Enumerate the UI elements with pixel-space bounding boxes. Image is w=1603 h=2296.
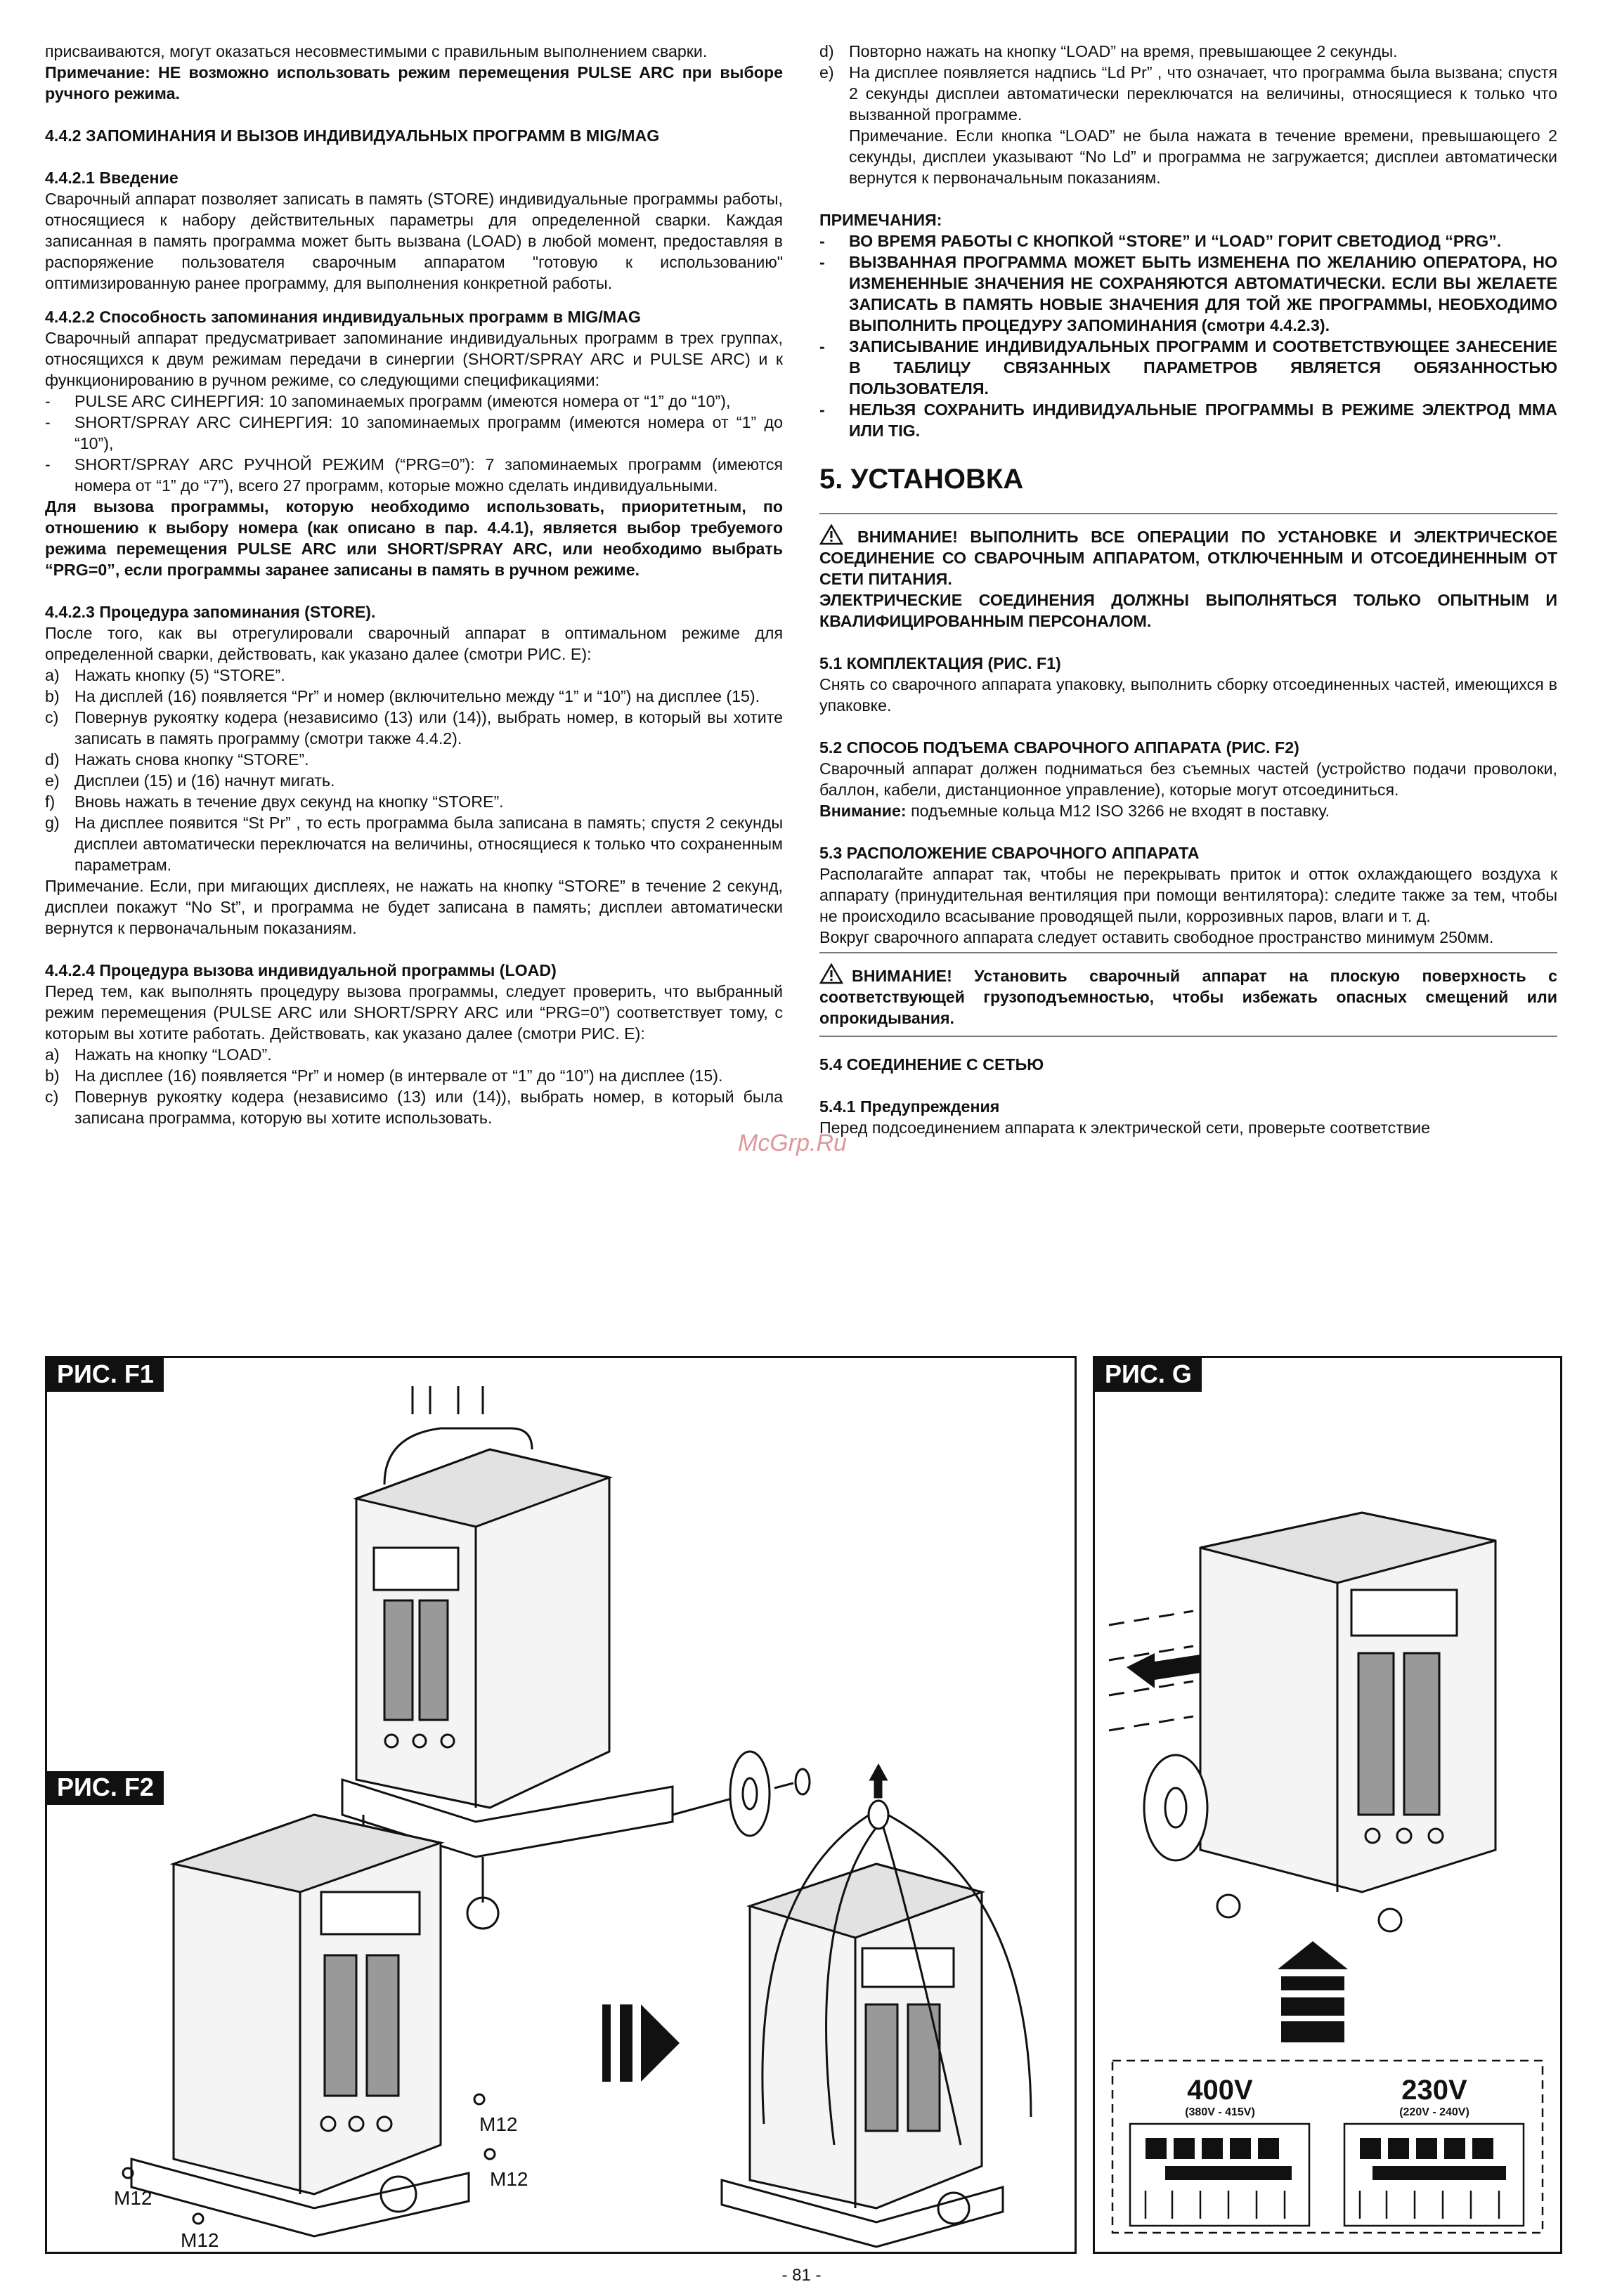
- heading-4-4-2-1: 4.4.2.1 Введение: [45, 169, 179, 187]
- list-item-text: Повторно нажать на кнопку “LOAD” на время, превышающее 2 секунды.: [849, 42, 1398, 60]
- list-marker: a): [45, 666, 60, 684]
- heading-5-1: 5.1 КОМПЛЕКТАЦИЯ (РИС. F1): [819, 654, 1061, 672]
- notes-heading: ПРИМЕЧАНИЯ:: [819, 211, 942, 229]
- list-item: [45, 707, 783, 749]
- list-item-text: На дисплее появляется надпись “Ld Pr” , что означает, что программа была вызвана; спустя 2 секунды дисплеи автоматически переключатся на величины, относящиеся к только что вызванной программе.: [849, 63, 1557, 124]
- heading-4-4-2-4: 4.4.2.4 Процедура вызова индивидуальной программы (LOAD): [45, 961, 557, 979]
- list-item-text: Повернув рукоятку кодера (независимо (13) или (14)), выбрать номер, в который вы хотите записать в память программу (смотри также 4.4.2).: [74, 708, 783, 748]
- list-item: [819, 336, 1557, 399]
- direction-arrow-icon: [602, 2004, 680, 2082]
- voltage-230v-range: (220V - 240V): [1399, 2106, 1469, 2118]
- paragraph-4-4-2-2-bold: Для вызова программы, которую необходимо использовать, приоритетным, по отношению к выбору номера (как описано в пар. 4.4.1), является выбор требуемого режима перемещения PULSE ARC или SHORT/SPRAY ARC, или необходимо выбрать “PRG=0”, если программы заранее записаны в память в ручном режиме.: [45, 497, 783, 579]
- list-4-4-2-4: [45, 1044, 783, 1128]
- list-marker: -: [45, 413, 51, 431]
- up-arrow-icon: [1278, 1941, 1348, 2042]
- figure-label-g: РИС. G: [1095, 1358, 1202, 1392]
- list-item: [45, 1044, 783, 1065]
- paragraph-continuation: присваиваются, могут оказаться несовместимыми с правильным выполнением сварки.: [45, 42, 708, 60]
- list-marker: -: [819, 337, 825, 356]
- list-item-text: SHORT/SPRAY ARC РУЧНОЙ РЕЖИМ (“PRG=0”): 7 запоминаемых программ (имеются номера от “1” до “7”), всего 27 программ, которые можно сделать индивидуальными.: [74, 455, 783, 495]
- figure-panel-g: [1093, 1356, 1562, 2254]
- list-item-text: Повернув рукоятку кодера (независимо (13) или (14)), выбрать номер, в который была записана программа, которую вы хотите использовать.: [74, 1088, 783, 1127]
- list-item: [45, 770, 783, 791]
- list-item: [819, 230, 1557, 252]
- list-marker: -: [819, 232, 825, 250]
- figure-label-f1: РИС. F1: [47, 1358, 164, 1392]
- list-marker: -: [45, 455, 51, 474]
- list-item: [45, 791, 783, 812]
- heading-5-2: 5.2 СПОСОБ ПОДЪЕМА СВАРОЧНОГО АППАРАТА (РИС. F2): [819, 738, 1299, 757]
- list-item-text: SHORT/SPRAY ARC СИНЕРГИЯ: 10 запоминаемых программ (имеются номера от “1” до “10”),: [74, 413, 783, 452]
- heading-4-4-2-3: 4.4.2.3 Процедура запоминания (STORE).: [45, 603, 376, 621]
- list-item-text: Нажать кнопку (5) “STORE”.: [74, 666, 285, 684]
- paragraph-5-3-clearance: Вокруг сварочного аппарата следует оставить свободное пространство минимум 250мм.: [819, 928, 1494, 946]
- list-marker: -: [819, 400, 825, 419]
- paragraph-5-3: Располагайте аппарат так, чтобы не перекрывать приток и отток охлаждающего воздуха к аппарату (принудительная вентиляция при помощи вентилятора): следите также за тем, чтобы не происходило всасывание проводящей пыли, коррозивных паров, влаги и т. д.: [819, 865, 1557, 925]
- m12-label: M12: [490, 2168, 528, 2190]
- notes-list: [819, 230, 1557, 441]
- list-item-text: PULSE ARC СИНЕРГИЯ: 10 запоминаемых программ (имеются номера от “1” до “10”),: [74, 392, 731, 410]
- list-marker: d): [819, 42, 834, 60]
- list-marker: -: [45, 392, 51, 410]
- heading-5-4-1: 5.4.1 Предупреждения: [819, 1097, 1000, 1116]
- list-item: [45, 665, 783, 686]
- figure-g-illustration: [1095, 1358, 1560, 2252]
- voltage-400v-range: (380V - 415V): [1185, 2106, 1255, 2118]
- list-item: [45, 454, 783, 496]
- warning-triangle-icon: [819, 524, 843, 545]
- list-item-text: ЗАПИСЫВАНИЕ ИНДИВИДУАЛЬНЫХ ПРОГРАММ И СООТВЕТСТВУЮЩЕЕ ЗАНЕСЕНИЕ В ТАБЛИЦУ СВЯЗАННЫХ ПАРАМЕТРОВ ЯВЛЯЕТСЯ ОБЯЗАННОСТЬЮ ПОЛЬЗОВАТЕЛЯ.: [849, 337, 1557, 398]
- list-marker: -: [819, 253, 825, 271]
- heading-4-4-2-2: 4.4.2.2 Способность запоминания индивидуальных программ в MIG/MAG: [45, 308, 641, 326]
- divider: [819, 513, 1557, 514]
- list-item: [45, 749, 783, 770]
- list-item: [819, 41, 1557, 62]
- paragraph-4-4-2-4: Перед тем, как выполнять процедуру вызова программы, следует проверить, что выбранный режим перемещения (PULSE ARC или SHORT/SPRY ARC или “PRG=0”) соответствует тому, с которым вы хотите работать. Действовать, как указано далее (смотри РИС. E):: [45, 982, 783, 1043]
- paragraph-5-2-attention: Внимание: подъемные кольца M12 ISO 3266 не входят в поставку.: [819, 802, 1330, 820]
- list-item-text: ВЫЗВАННАЯ ПРОГРАММА МОЖЕТ БЫТЬ ИЗМЕНЕНА ПО ЖЕЛАНИЮ ОПЕРАТОРА, НО ИЗМЕНЕННЫЕ ЗНАЧЕНИЯ НЕ СОХРАНЯЮТСЯ АВТОМАТИЧЕСКИ. ЕСЛИ ВЫ ЖЕЛАЕТЕ ЗАПИСАТЬ В ПАМЯТЬ НОВЫЕ ЗНАЧЕНИЯ ДЛЯ ТОЙ ЖЕ ПРОГРАММЫ, НЕОБХОДИМО ВЫПОЛНИТЬ ПРОЦЕДУРУ ЗАПОМИНАНИЯ (смотри 4.4.2.3).: [849, 253, 1557, 334]
- right-column: [819, 41, 1557, 1138]
- list-item: [45, 812, 783, 875]
- welder-lifted-drawing-right: [722, 1766, 1031, 2247]
- figure-label-f2: РИС. F2: [47, 1771, 164, 1805]
- note-4-4-2-3: Примечание. Если, при мигающих дисплеях, не нажать на кнопку “STORE” в течение 2 секунд, дисплеи покажут “No St”, и программа не будет записана в память; дисплеи автоматически вернутся к первоначальным показаниям.: [45, 877, 783, 937]
- paragraph-4-4-2-1: Сварочный аппарат позволяет записать в память (STORE) индивидуальные программы работы, относящиеся к набору действительных параметры для определенной сварки. Каждая записанная в память программа может быть вызвана (LOAD) в любой момент, предоставляя в распоряжение пользователя сварочным аппаратом "готовую к использованию" оптимизированную ранее программу, для выполнения конкретной работы.: [45, 190, 783, 292]
- heading-4-4-2: 4.4.2 ЗАПОМИНАНИЯ И ВЫЗОВ ИНДИВИДУАЛЬНЫХ ПРОГРАММ В MIG/MAG: [45, 126, 660, 145]
- note-load: Примечание. Если кнопка “LOAD” не была нажата в течение времени, превышающего 2 секунды, дисплеи указывают “No Ld” и программа не загружается; дисплеи автоматически вернутся к первоначальным показаниям.: [849, 126, 1557, 187]
- list-item-text: Вновь нажать в течение двух секунд на кнопку “STORE”.: [74, 792, 504, 811]
- list-item: [819, 252, 1557, 336]
- list-item-text: Нажать снова кнопку “STORE”.: [74, 750, 309, 769]
- figure-f1-f2-illustration: [47, 1358, 1075, 2252]
- note-pulse-arc: Примечание: НЕ возможно использовать режим перемещения PULSE ARC при выборе ручного режима.: [45, 63, 783, 103]
- list-marker: a): [45, 1045, 60, 1064]
- watermark: McGrp.Ru: [738, 1130, 847, 1156]
- warning-qualified-personnel: ЭЛЕКТРИЧЕСКИЕ СОЕДИНЕНИЯ ДОЛЖНЫ ВЫПОЛНЯТЬСЯ ТОЛЬКО ОПЫТНЫМ И КВАЛИФИЦИРОВАННЫМ ПЕРСОНАЛОМ.: [819, 591, 1557, 630]
- divider: [819, 952, 1557, 953]
- paragraph-4-4-2-2: Сварочный аппарат предусматривает запоминание индивидуальных программ в трех группах, относящихся к двум режимам передачи в синергии (SHORT/SPRAY ARC и PULSE ARC) и к функционированию в ручном режиме, со следующими спецификациями:: [45, 329, 783, 389]
- paragraph-5-1: Снять со сварочного аппарата упаковку, выполнить сборку отсоединенных частей, имеющихся в упаковке.: [819, 675, 1557, 715]
- list-item: [45, 1086, 783, 1128]
- paragraph-5-4-1: Перед подсоединением аппарата к электрической сети, проверьте соответствие: [819, 1118, 1431, 1137]
- warning-triangle-icon: [819, 963, 843, 984]
- list-item-text: Дисплеи (15) и (16) начнут мигать.: [74, 771, 335, 790]
- m12-label: M12: [479, 2113, 518, 2135]
- list-item-text: ВО ВРЕМЯ РАБОТЫ С КНОПКОЙ “STORE” И “LOAD” ГОРИТ СВЕТОДИОД “PRG”.: [849, 232, 1502, 250]
- list-item: [45, 412, 783, 454]
- figure-panel-f1-f2: [45, 1356, 1077, 2254]
- heading-5-installation: 5. УСТАНОВКА: [819, 464, 1024, 495]
- list-item-text: НЕЛЬЗЯ СОХРАНИТЬ ИНДИВИДУАЛЬНЫЕ ПРОГРАММЫ В РЕЖИМЕ ЭЛЕКТРОД MMA ИЛИ TIG.: [849, 400, 1557, 440]
- voltage-400v-label: 400V: [1187, 2075, 1253, 2106]
- heading-5-3: 5.3 РАСПОЛОЖЕНИЕ СВАРОЧНОГО АППАРАТА: [819, 844, 1200, 862]
- list-item: [45, 391, 783, 412]
- divider: [819, 1036, 1557, 1037]
- list-marker: d): [45, 750, 60, 769]
- list-marker: c): [45, 708, 59, 726]
- list-marker: e): [45, 771, 60, 790]
- page-number: - 81 -: [781, 2266, 822, 2285]
- list-item-text: На дисплей (16) появляется “Pr” и номер (включительно между “1” и “10”) на дисплее (15).: [74, 687, 760, 705]
- list-marker: b): [45, 687, 60, 705]
- warning-flat-surface: ВНИМАНИЕ! Установить сварочный аппарат на плоскую поверхность с соответствующей грузоподъемностью, чтобы избежать опасных смещений или опрокидывания.: [819, 963, 1557, 1029]
- m12-label: M12: [114, 2187, 152, 2209]
- voltage-selection-diagram: [1112, 2061, 1543, 2233]
- list-load-continued: [819, 41, 1557, 125]
- list-item: [45, 1065, 783, 1086]
- list-item: [819, 399, 1557, 441]
- warning-installation: ВНИМАНИЕ! ВЫПОЛНИТЬ ВСЕ ОПЕРАЦИИ ПО УСТАНОВКЕ И ЭЛЕКТРИЧЕСКОЕ СОЕДИНЕНИЕ СО СВАРОЧНЫМ АППАРАТОМ, ОТКЛЮЧЕННЫМ И ОТСОЕДИНЕННЫМ ОТ СЕТИ ПИТАНИЯ.: [819, 524, 1557, 589]
- left-column: [45, 41, 783, 1128]
- direction-arrow-icon: [1127, 1653, 1200, 1688]
- list-4-4-2-2: [45, 391, 783, 496]
- paragraph-5-2: Сварочный аппарат должен подниматься без съемных частей (устройство подачи проволоки, баллон, кабели, дистанционное управление), которые могут отсоединиться.: [819, 759, 1557, 799]
- paragraph-4-4-2-3: После того, как вы отрегулировали сварочный аппарат в оптимальном режиме для определенной сварки, действовать, как указано далее (смотри РИС. E):: [45, 624, 783, 663]
- list-item-text: На дисплее (16) появляется “Pr” и номер (в интервале от “1” до “10”) на дисплее (15).: [74, 1067, 723, 1085]
- heading-5-4: 5.4 СОЕДИНЕНИЕ С СЕТЬЮ: [819, 1055, 1044, 1074]
- list-marker: c): [45, 1088, 59, 1106]
- voltage-230v-label: 230V: [1401, 2075, 1467, 2106]
- list-item: [45, 686, 783, 707]
- list-4-4-2-3: [45, 665, 783, 875]
- welder-pallet-drawing-left: [123, 1815, 495, 2236]
- list-item: [819, 62, 1557, 125]
- list-item-text: На дисплее появится “St Pr” , то есть программа была записана в память; спустя 2 секунды дисплеи автоматически переключатся на величины, относящиеся к только что сохраненным параметрам.: [74, 814, 783, 874]
- m12-label: M12: [181, 2229, 219, 2251]
- list-marker: g): [45, 814, 60, 832]
- list-item-text: Нажать на кнопку “LOAD”.: [74, 1045, 272, 1064]
- list-marker: f): [45, 792, 56, 811]
- welder-clearance-drawing: [1109, 1513, 1495, 1931]
- list-marker: b): [45, 1067, 60, 1085]
- list-marker: e): [819, 63, 834, 81]
